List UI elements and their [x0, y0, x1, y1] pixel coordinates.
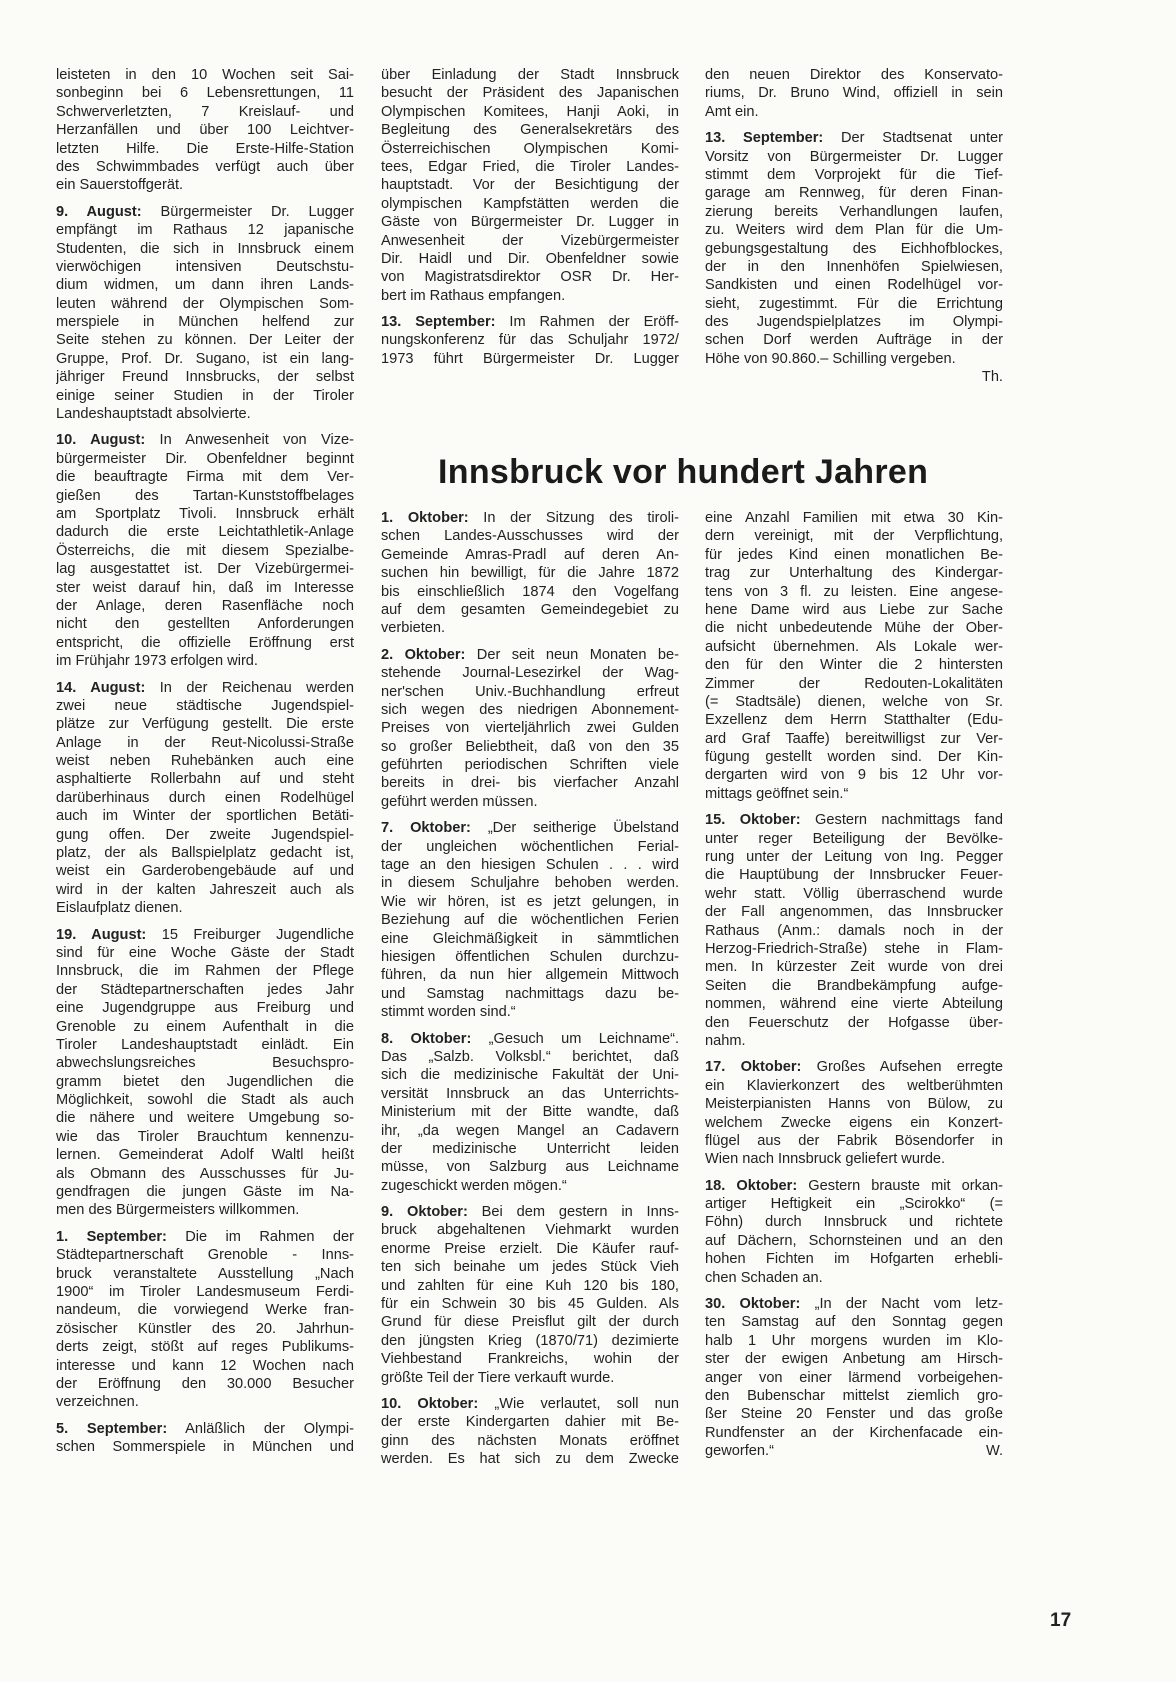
text-line: 5. September: Anläßlich der Olympi-	[56, 1420, 354, 1437]
text-line: eine Jugendgruppe aus Freiburg und	[56, 1000, 354, 1017]
text-line: für ein Schwein 30 bis 45 Gulden. Als	[381, 1296, 679, 1313]
text-line: halb 1 Uhr morgens wurden im Klo-	[705, 1332, 1003, 1349]
text-line: lernen. Gemeinderat Adolf Waltl heißt	[56, 1147, 354, 1164]
text-line: wird in der kalten Jahreszeit auch als	[56, 881, 354, 898]
text-line: ten Samstag auf den Sonntag gegen	[705, 1314, 1003, 1331]
text-line: Städtepartnerschaft Grenoble - Inns-	[56, 1247, 354, 1264]
text-line: als Obmann des Ausschusses für Ju-	[56, 1165, 354, 1182]
text-line: Wien nach Innsbruck geliefert wurde.	[705, 1151, 946, 1168]
entry-date: 17. Oktober:	[705, 1059, 802, 1076]
text-line: 1973 führt Bürgermeister Dr. Lugger	[381, 350, 679, 367]
text-line: Ministerium mit der Bitte wandte, daß	[381, 1104, 679, 1121]
paragraph	[705, 1177, 1003, 1287]
text-line: letzten Hilfe. Die Erste-Hilfe-Station	[56, 140, 354, 157]
text-line: den für den Winter die 2 hintersten	[705, 657, 1003, 674]
text-line: hauptstadt. Vor der Besichtigung der	[381, 177, 679, 194]
text-line: Anwesenheit der Vizebürgermeister	[381, 232, 679, 249]
text-line: 30. Oktober: „In der Nacht vom letz-	[705, 1296, 1003, 1313]
text-line: 17. Oktober: Großes Aufsehen erregte	[705, 1059, 1003, 1076]
text-line: 10. August: In Anwesenheit von Vize-	[56, 432, 354, 449]
text-line: (= Stadtsäle) dienen, welche von Sr.	[705, 693, 1003, 710]
text-line: zösischer Künstler des 20. Jahrhun-	[56, 1320, 354, 1337]
paragraph	[381, 313, 679, 368]
paragraph	[381, 66, 679, 305]
paragraph	[56, 926, 354, 1220]
entry-date: 30. Oktober:	[705, 1296, 801, 1313]
text-line: abwechslungsreiches Besuchspro-	[56, 1055, 354, 1072]
column-3-top	[705, 66, 1003, 395]
text-line: 18. Oktober: Gestern brauste mit orkan-	[705, 1177, 1003, 1194]
text-line: mittags geöffnet sein.“	[705, 785, 849, 802]
text-line: für jedes Kind einen monatlichen Be-	[705, 546, 1003, 563]
text-line: zierung bereits Verhandlungen laufen,	[705, 203, 1003, 220]
text-line: tens von 3 fl. zu leisten. Eine angese-	[705, 583, 1003, 600]
text-line: Das „Salzb. Volksbl.“ berichtet, daß	[381, 1048, 679, 1065]
text-line: rung unter der Leitung von Ing. Pegger	[705, 849, 1003, 866]
text-line: nungskonferenz für das Schuljahr 1972/	[381, 332, 679, 349]
text-line: müsse, von Salzburg aus Leichname	[381, 1159, 679, 1176]
text-line: leisteten in den 10 Wochen seit Sai-	[56, 67, 354, 83]
text-line: trag zur Unterhaltung des Kindergar-	[705, 565, 1003, 582]
text-line: bert im Rathaus empfangen.	[381, 287, 566, 304]
text-line: Preises von vierteljährlich zwei Gulden	[381, 720, 679, 737]
text-line: Österreichs, die mit diesem Spezialbe-	[56, 542, 354, 559]
text-line: entspricht, die offizielle Eröffnung erst	[56, 634, 354, 651]
text-line: dium widmen, um dann ihren Lands-	[56, 277, 354, 294]
paragraph	[705, 509, 1003, 803]
text-line: Innsbruck, die im Rahmen der Pflege	[56, 963, 354, 980]
text-line: Höhe von 90.860.– Schilling vergeben.	[705, 350, 956, 367]
text-line: Herzog-Friedrich-Straße) stehe in Flam-	[705, 940, 1003, 957]
text-line: Möglichkeit, sowohl die Stadt als auch	[56, 1092, 354, 1109]
text-line: eine Anzahl Familien mit etwa 30 Kin-	[705, 510, 1003, 526]
text-line: 14. August: In der Reichenau werden	[56, 679, 354, 696]
text-line: ihr, „da wegen Mangel an Cadavern	[381, 1122, 679, 1139]
paragraph	[56, 1420, 354, 1457]
text-line: weist neben Ruhebänken auch eine	[56, 753, 354, 770]
text-line: welchem Zwecke eigens ein Konzert-	[705, 1114, 1003, 1131]
entry-date: 19. August:	[56, 926, 147, 943]
text-line: werden. Es hat sich zu dem Zwecke	[381, 1451, 679, 1468]
text-line: empfängt im Rathaus 12 japanische	[56, 222, 354, 239]
paragraph	[381, 819, 679, 1021]
text-line: nicht den gestellten Anforderungen	[56, 616, 354, 633]
paragraph	[705, 811, 1003, 1050]
text-line: ein Sauerstoffgerät.	[56, 177, 184, 194]
entry-date: 1. Oktober:	[381, 510, 469, 526]
text-line: verzeichnen.	[56, 1394, 139, 1411]
text-line: der Städtepartnerschaften jedes Jahr	[56, 981, 354, 998]
section-heading: Innsbruck vor hundert Jahren	[438, 453, 929, 491]
text-line: hene Dame wird aus Liebe zur Sache	[705, 601, 1003, 618]
text-line: 9. August: Bürgermeister Dr. Lugger	[56, 203, 354, 220]
text-line: sich wegen des niedrigen Abonnement-	[381, 701, 679, 718]
text-line: Rathaus (Anm.: damals noch in der	[705, 922, 1003, 939]
paragraph	[705, 1058, 1003, 1168]
text-line: Eislaufplatz dienen.	[56, 900, 183, 917]
text-line: des Jugendspielplatzes im Olympi-	[705, 314, 1003, 331]
text-line: auf dem gesamten Gemeindegebiet zu	[381, 601, 679, 618]
text-line: stimmt worden sind.“	[381, 1004, 516, 1021]
text-line: gendfragen die jungen Gäste im Na-	[56, 1184, 354, 1201]
text-line: Schwerverletzten, 7 Kreislauf- und	[56, 103, 354, 120]
text-line: führen, da nun hier allgemein Mittwoch	[381, 967, 679, 984]
text-line: sieht, zugestimmt. Für die Errichtung	[705, 295, 1003, 312]
text-line: sich die medizinische Fakultät der Uni-	[381, 1067, 679, 1084]
text-line: Gäste von Bürgermeister Dr. Lugger in	[381, 214, 679, 231]
text-line: Amt ein.	[705, 103, 759, 120]
text-line: anger von einer lärmend vorbeigehen-	[705, 1369, 1003, 1386]
text-line: der Anlage, deren Rasenfläche noch	[56, 597, 354, 614]
text-line: Dir. Haidl und Dir. Obenfeldner sowie	[381, 250, 679, 267]
text-line: 1. September: Die im Rahmen der	[56, 1228, 354, 1245]
text-line: sind für eine Woche Gäste der Stadt	[56, 944, 354, 961]
entry-date: 15. Oktober:	[705, 812, 801, 829]
text-line: Exzellenz dem Herrn Statthalter (Edu-	[705, 712, 1003, 729]
text-line: stimmt dem Vorprojekt für die Tief-	[705, 166, 1003, 183]
text-line: hohen Fichten im Hofgarten erhebli-	[705, 1251, 1003, 1268]
text-line: Gruppe, Prof. Dr. Sugano, ist ein lang-	[56, 350, 354, 367]
column-2-bottom	[381, 509, 679, 1477]
entry-date: 5. September:	[56, 1420, 168, 1437]
column-3-bottom	[705, 509, 1003, 1469]
text-line: flügel aus der Fabrik Bösendorfer in	[705, 1132, 1003, 1149]
text-line: die nicht unbedeutende Mühe der Ober-	[705, 620, 1003, 637]
text-line: plätze zur Verfügung gestellt. Die erste	[56, 716, 354, 733]
text-line: der medizinische Unterricht leiden	[381, 1140, 679, 1157]
text-line: platz, der als Ballspielplatz gedacht ist,	[56, 845, 354, 862]
text-line: 7. Oktober: „Der seitherige Übelstand	[381, 820, 679, 837]
text-line: Föhn) durch Innsbruck und richtete	[705, 1214, 1003, 1231]
text-line: dadurch die erste Leichtathletik-Anlage	[56, 524, 354, 541]
text-line: ner'schen Univ.-Buchhandlung erfreut	[381, 683, 679, 700]
text-line: zwei neue städtische Jugendspiel-	[56, 697, 354, 714]
text-line: 1. Oktober: In der Sitzung des tiroli-	[381, 510, 679, 526]
entry-date: 10. Oktober:	[381, 1395, 479, 1412]
text-line: verbieten.	[381, 620, 446, 637]
entry-date: 13. September:	[381, 314, 496, 331]
text-line: von Magistratsdirektor OSR Dr. Her-	[381, 269, 679, 286]
text-line: 1900“ im Tiroler Landesmuseum Ferdi-	[56, 1284, 354, 1300]
text-line: 15. Oktober: Gestern nachmittags fand	[705, 812, 1003, 829]
text-line: ginn des nächsten Monats eröffnet	[381, 1432, 679, 1449]
text-line: Beziehung auf die wöchentlichen Ferien	[381, 912, 679, 929]
text-line: ten sich beinahe um jedes Stück Vieh	[381, 1259, 679, 1276]
entry-date: 7. Oktober:	[381, 820, 471, 837]
text-line: am Sportplatz Tivoli. Innsbruck erhält	[56, 505, 354, 522]
text-line: auch im Winter der sportlichen Betäti-	[56, 808, 354, 825]
paragraph	[56, 203, 354, 424]
entry-date: 14. August:	[56, 679, 146, 696]
text-line: men. In kürzester Zeit wurde von drei	[705, 959, 1003, 976]
text-line: Viehbestand Frankreichs, wohin der	[381, 1351, 679, 1368]
text-line: enorme Preise erzielt. Die Käufer rauf-	[381, 1240, 679, 1257]
text-line: Gemeinde Amras-Pradl auf deren An-	[381, 546, 679, 563]
text-line: bürgermeister Dir. Obenfeldner beginnt	[56, 450, 354, 467]
text-line: unter reger Beteiligung der Bevölke-	[705, 830, 1003, 847]
paragraph	[56, 66, 354, 195]
text-line: die Hauptübung der Innsbrucker Feuer-	[705, 867, 1003, 884]
text-line: vierwöchigen intensiven Deutschstu-	[56, 258, 354, 275]
text-line: der Fall angenommen, das Innsbrucker	[705, 904, 1003, 921]
text-line: Grenoble zu einem Aufenthalt in die	[56, 1018, 354, 1035]
text-line: stehende Journal-Lesezirkel der Wag-	[381, 665, 679, 682]
text-line: Vorsitz von Bürgermeister Dr. Lugger	[705, 148, 1003, 165]
text-line: bereits in drei- bis vierfacher Anzahl	[381, 775, 679, 792]
text-line: 8. Oktober: „Gesuch um Leichname“.	[381, 1030, 679, 1047]
paragraph	[705, 129, 1003, 386]
paragraph	[381, 1203, 679, 1387]
text-line: riums, Dr. Bruno Wind, offiziell in sein	[705, 85, 1003, 102]
text-line: chen Schaden an.	[705, 1269, 823, 1286]
text-line: ßer Steine 20 Fenster und das große	[705, 1406, 1003, 1423]
text-line: tage an den hiesigen Schulen . . . wird	[381, 857, 679, 874]
page-number: 17	[1050, 1610, 1072, 1631]
column-1	[56, 66, 354, 1465]
text-line: und Samstag nachmittags dazu be-	[381, 985, 679, 1002]
paragraph	[381, 1395, 679, 1469]
paragraph	[381, 1030, 679, 1196]
entry-date: 18. Oktober:	[705, 1177, 798, 1194]
text-line: Studenten, die sich in Innsbruck einem	[56, 240, 354, 257]
entry-date: 1. September:	[56, 1228, 167, 1245]
text-line: gießen des Tartan-Kunststoffbelages	[56, 487, 354, 504]
text-line: ster weist darauf hin, daß im Interesse	[56, 579, 354, 596]
entry-date: 2. Oktober:	[381, 646, 466, 663]
text-line: wehr statt. Völlig überraschend wurde	[705, 885, 1003, 902]
text-line: den Bubenschar mittelst ziemlich gro-	[705, 1387, 1003, 1404]
text-line: so großer Beliebtheit, daß von den 35	[381, 738, 679, 755]
text-line: darüberhinaus durch einen Rodelhügel	[56, 789, 354, 806]
text-line: ard Graf Taaffe) bereitwilligst zur Ver-	[705, 730, 1003, 747]
text-line: Seite stehen zu können. Der Leiter der	[56, 332, 354, 349]
text-line: Meisterpianisten Hanns von Bülow, zu	[705, 1096, 1003, 1113]
entry-date: 13. September:	[705, 130, 824, 147]
text-line: hiesigen öffentlichen Schulen durchzu-	[381, 948, 679, 965]
entry-date: 9. Oktober:	[381, 1204, 468, 1221]
text-line: Rundfenster an der Kirchenfacade ein-	[705, 1424, 1003, 1441]
text-line: eine Gleichmäßigkeit in sämmtlichen	[381, 930, 679, 947]
text-line: gramm bietet den Jugendlichen die	[56, 1073, 354, 1090]
text-line: und zahlten für eine Kuh 120 bis 180,	[381, 1277, 679, 1294]
column-2-top	[381, 66, 679, 376]
text-line: Begleitung des Generalsekretärs des	[381, 122, 679, 139]
text-line: einige seiner Studien in der Tiroler	[56, 387, 354, 404]
text-line: besucht der Präsident des Japanischen	[381, 85, 679, 102]
text-line: schen Landes-Ausschusses wird der	[381, 528, 679, 545]
text-line: merspiele in München helfend zur	[56, 314, 354, 331]
text-line: im Frühjahr 1973 erfolgen wird.	[56, 653, 258, 670]
paragraph	[381, 646, 679, 812]
text-line: den Feuerschutz der Hofgasse über-	[705, 1014, 1003, 1031]
text-line: Anlage in der Reut-Nicolussi-Straße	[56, 734, 354, 751]
text-line: in diesem Schuljahre behoben werden.	[381, 875, 679, 892]
paragraph	[705, 66, 1003, 121]
text-line: des Schwimmbades verfügt auch über	[56, 158, 354, 175]
text-line: schen Dorf werden Aufträge in der	[705, 332, 1003, 349]
paragraph	[56, 431, 354, 670]
paragraph	[56, 679, 354, 918]
text-line: 13. September: Im Rahmen der Eröff-	[381, 314, 679, 331]
text-line: fügung gestellt worden sind. Der Kin-	[705, 749, 1003, 766]
text-line: Seiten die Brandbekämpfung aufge-	[705, 977, 1003, 994]
text-line: über Einladung der Stadt Innsbruck	[381, 67, 679, 83]
text-line: dergarten wird von 9 bis 12 Uhr vor-	[705, 767, 1003, 784]
entry-date: 10. August:	[56, 432, 146, 449]
text-line: die nähere und weitere Umgebung so-	[56, 1110, 354, 1127]
text-line: gung offen. Der zweite Jugendspiel-	[56, 826, 354, 843]
entry-date: 9. August:	[56, 203, 142, 220]
text-line: aufsicht übernehmen. Als Lokale wer-	[705, 638, 1003, 655]
text-line: dern vereinigt, mit der Verpflichtung,	[705, 528, 1003, 545]
text-line: 2. Oktober: Der seit neun Monaten be-	[381, 646, 679, 663]
text-line: 19. August: 15 Freiburger Jugendliche	[56, 926, 354, 943]
text-line: Sandkisten und einen Rodelhügel vor-	[705, 277, 1003, 294]
paragraph	[381, 509, 679, 638]
entry-date: 8. Oktober:	[381, 1030, 472, 1047]
text-line: sonbeginn bei 6 Lebensrettungen, 11	[56, 85, 354, 102]
text-line: den neuen Direktor des Konservato-	[705, 67, 1003, 83]
text-line: men des Bürgermeisters willkommen.	[56, 1202, 300, 1219]
text-line: 9. Oktober: Bei dem gestern in Inns-	[381, 1204, 679, 1221]
text-line: zugeschickt werden mögen.“	[381, 1177, 567, 1194]
text-line: 13. September: Der Stadtsenat unter	[705, 130, 1003, 147]
text-line: versität Innsbruck an das Unterrichts-	[381, 1085, 679, 1102]
text-line: derts zeigt, stößt auf reges Publikums-	[56, 1339, 354, 1356]
text-line: nahm.	[705, 1032, 746, 1049]
text-line: der in den Innenhöfen Spielwiesen,	[705, 258, 1003, 275]
text-line: suchen hin bewilligt, für die Jahre 1872	[381, 565, 679, 582]
text-line: zu. Weiters wird dem Plan für die Um-	[705, 222, 1003, 239]
text-line: Grund für diese Preisflut gilt der durch	[381, 1314, 679, 1331]
text-line: der ungleichen wöchentlichen Ferial-	[381, 838, 679, 855]
text-line: weist ein Garderobengebäude auf und	[56, 863, 354, 880]
text-line: geworfen.“ W.	[705, 1443, 1003, 1460]
text-line: nandeum, die vorwiegend Werke fran-	[56, 1302, 354, 1319]
author-signature: Th.	[981, 369, 1003, 386]
text-line: garage am Rennweg, für deren Finan-	[705, 185, 1003, 202]
text-line: gebungsgestaltung des Eichhofblockes,	[705, 240, 1003, 257]
text-line: asphaltierte Rollerbahn auf und steht	[56, 771, 354, 788]
text-line: lag ausgestattet ist. Der Vizebürgermei-	[56, 561, 354, 578]
text-line: artiger Heftigkeit ein „Scirokko“ (=	[705, 1196, 1003, 1213]
text-line: bruck abgehaltenen Viehmarkt wurden	[381, 1222, 679, 1239]
text-line: Landeshauptstadt absolvierte.	[56, 406, 251, 423]
text-line: größte Teil der Tiere verkauft wurde.	[381, 1369, 615, 1386]
text-line: interesse und kann 12 Wochen nach	[56, 1357, 354, 1374]
text-line: Herzanfällen und über 100 Leichtver-	[56, 122, 354, 139]
text-line: 10. Oktober: „Wie verlautet, soll nun	[381, 1395, 679, 1412]
paragraph	[56, 1228, 354, 1412]
text-line: ein Klavierkonzert des weltberühmten	[705, 1077, 1003, 1094]
text-line: Tiroler Landeshauptstadt einlädt. Ein	[56, 1036, 354, 1053]
text-line: Österreichischen Olympischen Komi-	[381, 140, 679, 157]
text-line: der Eröffnung den 30.000 Besucher	[56, 1375, 354, 1392]
text-line: wie das Tiroler Brauchtum kennenzu-	[56, 1128, 354, 1145]
text-line: geführten periodischen Schriften viele	[381, 757, 679, 774]
text-line: auf Dächern, Schornsteinen und an den	[705, 1232, 1003, 1249]
text-line: Zimmer der Redouten-Lokalitäten	[705, 675, 1003, 692]
text-line: den jüngsten Krieg (1870/71) dezimierte	[381, 1332, 679, 1349]
text-line: der erste Kindergarten dahier mit Be-	[381, 1414, 679, 1431]
text-line: Olympischen Komitees, Hanji Aoki, in	[381, 103, 679, 120]
text-line: jähriger Freund Innsbrucks, der selbst	[56, 369, 354, 386]
text-line: olympischen Kampfstätten werden die	[381, 195, 679, 212]
paragraph	[705, 1295, 1003, 1461]
text-line: Wie wir hören, ist es jetzt gelungen, in	[381, 893, 679, 910]
text-line: nommen, während eine vierte Abteilung	[705, 996, 1003, 1013]
text-line: die beauftragte Firma mit dem Ver-	[56, 469, 354, 486]
text-line: ster der ewigen Anbetung am Hirsch-	[705, 1351, 1003, 1368]
text-line: schen Sommerspiele in München und	[56, 1439, 354, 1456]
text-line: bruck veranstaltete Ausstellung „Nach	[56, 1265, 354, 1282]
text-line: tees, Edgar Fried, die Tiroler Landes-	[381, 158, 679, 175]
text-line: geführt werden müssen.	[381, 793, 538, 810]
text-line: bis einschließlich 1874 den Vogelfang	[381, 583, 679, 600]
text-line: leuten während der Olympischen Som-	[56, 295, 354, 312]
